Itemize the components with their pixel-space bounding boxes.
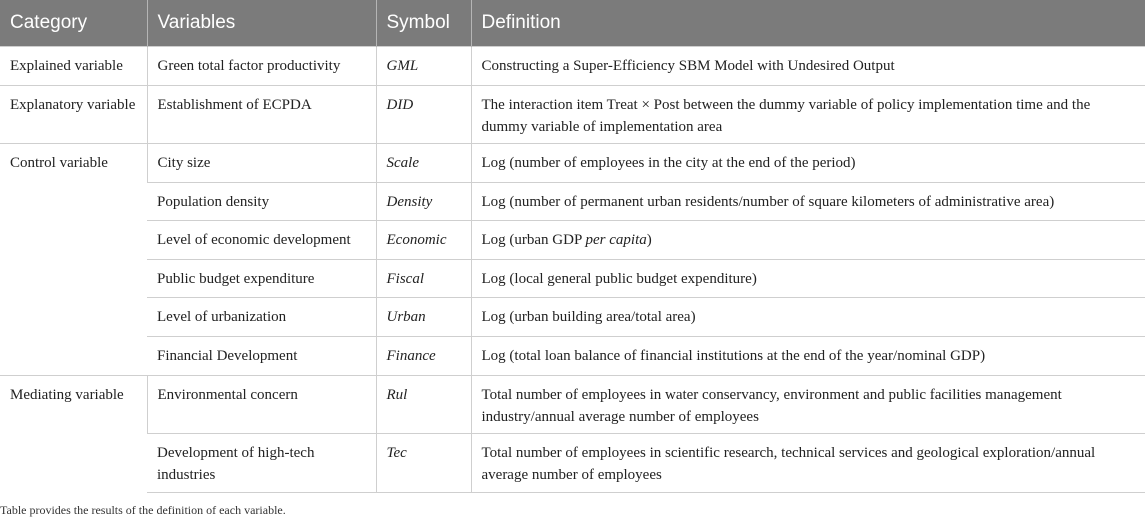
definition-cell: The interaction item Treat × Post between the dummy variable of policy implementation time and the dummy variable of implementation area — [471, 86, 1145, 144]
variable-cell: Level of urbanization — [147, 298, 376, 337]
category-cell: Explanatory variable — [0, 86, 147, 144]
table-row — [0, 434, 1145, 493]
table-row — [0, 144, 1145, 183]
variable-cell: Public budget expenditure — [147, 260, 376, 298]
table-row — [0, 47, 1145, 86]
symbol-cell: Density — [376, 183, 471, 221]
definition-cell: Log (local general public budget expenditure) — [471, 260, 1145, 298]
variable-cell: City size — [147, 144, 376, 183]
header-symbol: Symbol — [376, 0, 471, 47]
symbol-cell: Tec — [376, 434, 471, 493]
variable-cell: Environmental concern — [147, 376, 376, 434]
table-row — [0, 376, 1145, 434]
definition-cell: Log (number of permanent urban residents/number of square kilometers of administrative area) — [471, 183, 1145, 221]
symbol-cell: GML — [376, 47, 471, 86]
variable-cell: Financial Development — [147, 337, 376, 376]
table-row — [0, 86, 1145, 144]
symbol-cell: DID — [376, 86, 471, 144]
definition-text: Log (urban GDP — [481, 232, 586, 248]
definition-cell: Log (number of employees in the city at the end of the period) — [471, 144, 1145, 183]
table-footnote: Table provides the results of the definition of each variable. — [0, 503, 286, 517]
symbol-cell: Fiscal — [376, 260, 471, 298]
variable-cell: Development of high-tech industries — [147, 434, 376, 493]
definition-cell: Constructing a Super-Efficiency SBM Model with Undesired Output — [471, 47, 1145, 86]
category-cell: Control variable — [0, 144, 147, 376]
table-row — [0, 221, 1145, 260]
definition-cell: Total number of employees in scientific research, technical services and geological exploration/annual average number of employees — [471, 434, 1145, 493]
symbol-cell: Urban — [376, 298, 471, 337]
variable-cell: Green total factor productivity — [147, 47, 376, 86]
variable-cell: Establishment of ECPDA — [147, 86, 376, 144]
header-definition: Definition — [471, 0, 1145, 47]
category-cell: Mediating variable — [0, 376, 147, 493]
definition-cell: Total number of employees in water conservancy, environment and public facilities management industry/annual average number of employees — [471, 376, 1145, 434]
table-row — [0, 183, 1145, 221]
header-row — [0, 0, 1145, 47]
definition-cell: Log (urban building area/total area) — [471, 298, 1145, 337]
table-row — [0, 298, 1145, 337]
category-cell: Explained variable — [0, 47, 147, 86]
header-variables: Variables — [147, 0, 376, 47]
symbol-cell: Finance — [376, 337, 471, 376]
definition-cell: Log (total loan balance of financial institutions at the end of the year/nominal GDP) — [471, 337, 1145, 376]
variable-cell: Level of economic development — [147, 221, 376, 260]
definition-text: ) — [646, 232, 652, 248]
table-row — [0, 337, 1145, 376]
definition-cell — [471, 221, 1145, 260]
table-row — [0, 260, 1145, 298]
symbol-cell: Rul — [376, 376, 471, 434]
variable-cell: Population density — [147, 183, 376, 221]
header-category: Category — [0, 0, 147, 47]
definition-emphasis: per capita — [585, 232, 647, 248]
symbol-cell: Scale — [376, 144, 471, 183]
symbol-cell: Economic — [376, 221, 471, 260]
